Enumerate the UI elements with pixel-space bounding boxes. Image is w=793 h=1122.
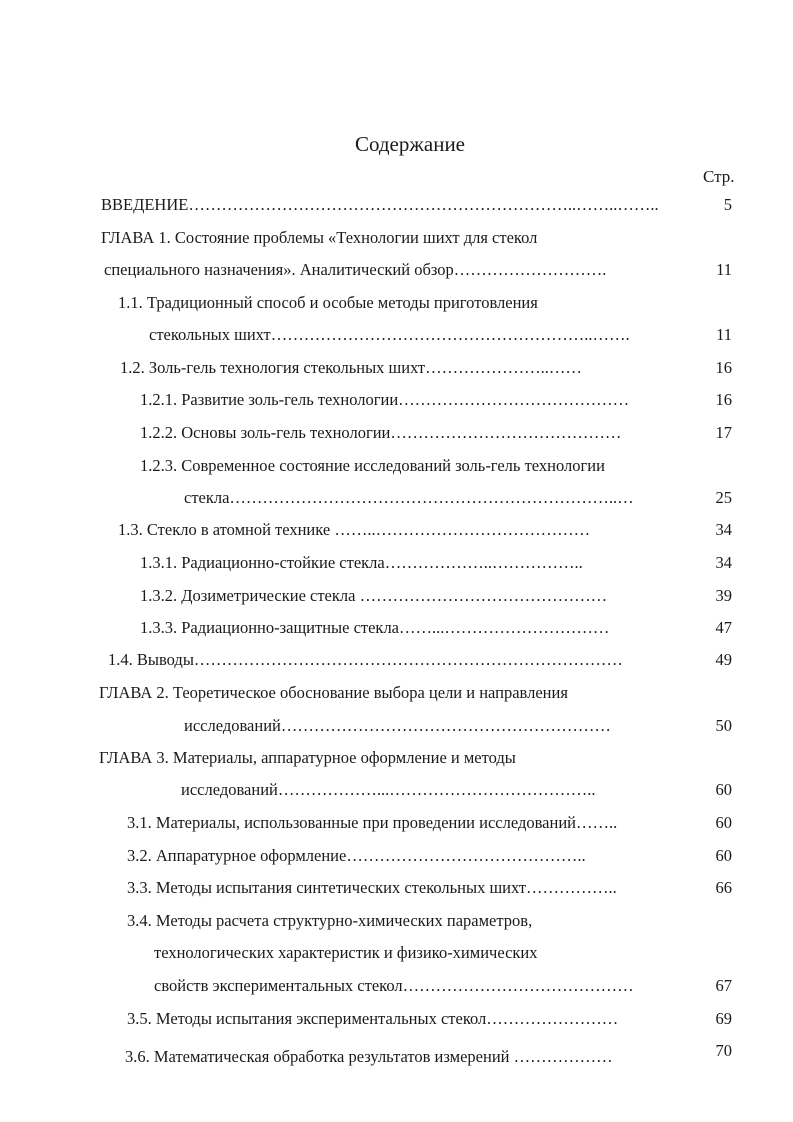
toc-entry-text: 3.5. Методы испытания экспериментальных стекол…………………… [127, 1009, 619, 1028]
toc-entry-text: 1.3. Стекло в атомной технике ……..………………………………… [118, 520, 591, 539]
toc-entry-page: 11 [716, 325, 732, 344]
toc-entry-page: 39 [715, 586, 732, 605]
toc-entry-text: стекольных шихт…………………………………………………..……. [149, 325, 630, 344]
toc-entry-page: 70 [715, 1041, 732, 1060]
toc-entry-text: 1.3.2. Дозиметрические стекла ……………………………………… [140, 586, 608, 605]
toc-entry-text: 1.1. Традиционный способ и особые методы приготовления [118, 293, 538, 312]
toc-entry-page: 25 [715, 488, 732, 507]
toc-entry-page: 34 [715, 553, 732, 572]
toc-entry-text: стекла……………………………………………………………..… [184, 488, 634, 507]
toc-entry-page: 69 [715, 1009, 732, 1028]
toc-entry-page: 5 [723, 195, 732, 214]
toc-entry-text: 3.4. Методы расчета структурно-химических параметров, [127, 911, 533, 930]
toc-entry-page: 34 [715, 520, 732, 539]
toc-entry-text: 1.2.3. Современное состояние исследований золь-гель технологии [140, 456, 605, 475]
toc-entry-text: 3.3. Методы испытания синтетических стекольных шихт…………….. [127, 878, 617, 897]
toc-entry-page: 66 [715, 878, 732, 897]
toc-entry-text: 1.2.1. Развитие золь-гель технологии…………………………………… [140, 390, 630, 409]
toc-entry-page: 50 [715, 716, 732, 735]
toc-entry-text: исследований…………………………………………………… [184, 716, 611, 735]
toc-entry-text: 3.2. Аппаратурное оформление…………………………………….. [127, 846, 586, 865]
toc-entry-page: 60 [715, 780, 732, 799]
toc-entry-page: 16 [715, 358, 732, 377]
toc-entry-page: 60 [715, 813, 732, 832]
toc-entry-text: 1.3.1. Радиационно-стойкие стекла………………..…………….. [140, 553, 583, 572]
page-column-label: Стр. [703, 167, 735, 186]
toc-entry-text: 3.1. Материалы, использованные при проведении исследований…….. [127, 813, 618, 832]
toc-entry-text: свойств экспериментальных стекол…………………………………… [154, 976, 634, 995]
toc-entry-page: 16 [715, 390, 732, 409]
toc-entry-page: 47 [715, 618, 732, 637]
toc-entry-text: ГЛАВА 2. Теоретическое обоснование выбора цели и направления [99, 683, 568, 702]
toc-entry-text: ВВЕДЕНИЕ……………………………………………………………..……..…….. [101, 195, 659, 214]
toc-entry-text: специального назначения». Аналитический обзор………………………. [104, 260, 607, 279]
toc-entry-text: ГЛАВА 3. Материалы, аппаратурное оформление и методы [99, 748, 516, 767]
toc-entry-text: 1.4. Выводы…………………………………………………………………… [108, 650, 623, 669]
toc-entry-page: 49 [715, 650, 732, 669]
toc-entry-page: 11 [716, 260, 732, 279]
toc-entry-text: ГЛАВА 1. Состояние проблемы «Технологии шихт для стекол [101, 228, 538, 247]
toc-entry-text: технологических характеристик и физико-химических [154, 943, 538, 962]
toc-entry-text: 3.6. Математическая обработка результатов измерений ……………… [125, 1047, 613, 1066]
toc-entry-text: 1.3.3. Радиационно-защитные стекла……...………………………… [140, 618, 610, 637]
toc-entry-text: исследований………………...……………………………….. [181, 780, 596, 799]
toc-entry-text: 1.2. Золь-гель технология стекольных шихт…………………..…… [120, 358, 582, 377]
toc-entry-page: 17 [715, 423, 732, 442]
toc-entry-text: 1.2.2. Основы золь-гель технологии…………………………………… [140, 423, 622, 442]
toc-entry-page: 67 [715, 976, 732, 995]
toc-entry-page: 60 [715, 846, 732, 865]
page-title: Содержание [354, 132, 466, 156]
